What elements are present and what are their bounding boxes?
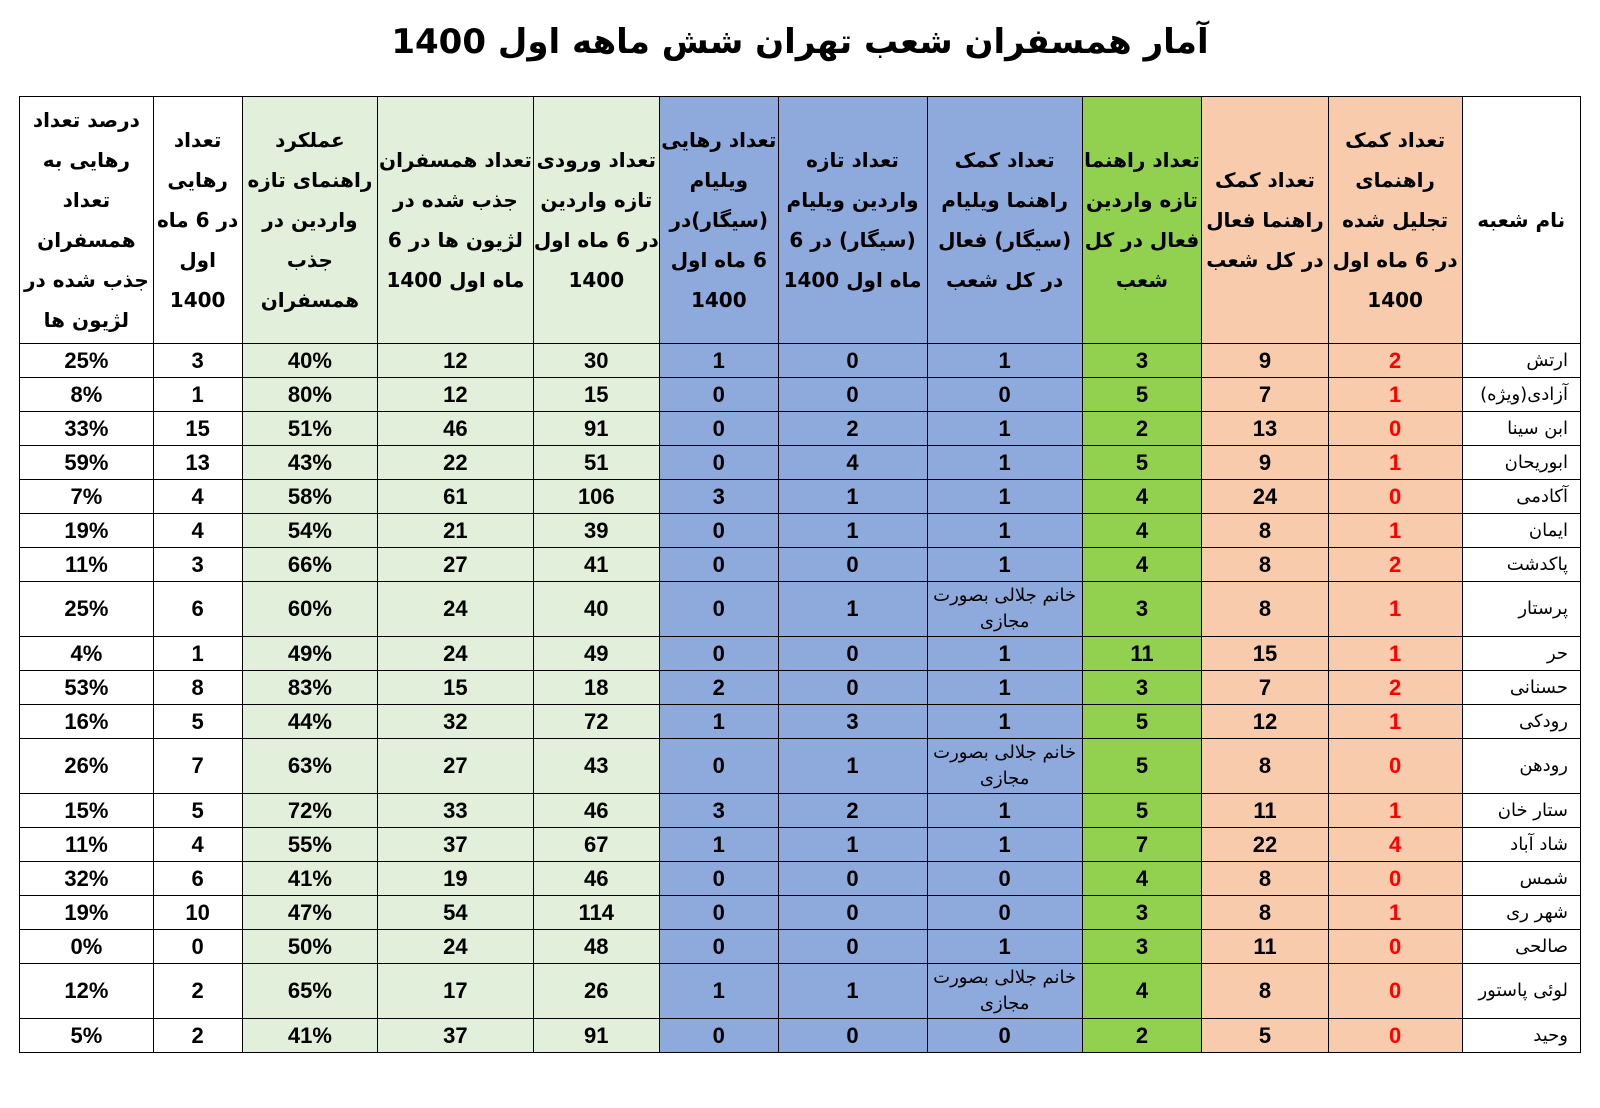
cell-guide-performance: 55% [242,828,378,862]
cell-release-pct: 53% [20,671,154,705]
cell-branch: حسنانی [1462,671,1581,705]
cell-attracted: 33 [378,794,533,828]
cell-release-pct: 33% [20,412,154,446]
cell-release-count: 3 [153,548,242,582]
cell-release-pct: 25% [20,582,154,637]
cell-honored-assistant: 0 [1328,480,1462,514]
cell-honored-assistant: 0 [1328,964,1462,1019]
cell-release-count: 6 [153,582,242,637]
cell-william-assistant: خانم جلالی بصورت مجازی [927,964,1082,1019]
cell-william-assistant: 1 [927,794,1082,828]
cell-william-assistant: 0 [927,862,1082,896]
cell-william-assistant: 1 [927,344,1082,378]
cell-new-guide: 2 [1082,1019,1201,1053]
cell-guide-performance: 83% [242,671,378,705]
cell-branch: پاکدشت [1462,548,1581,582]
cell-release-count: 0 [153,930,242,964]
cell-attracted: 46 [378,412,533,446]
cell-active-assistant: 8 [1202,514,1329,548]
cell-william-new: 0 [778,637,927,671]
cell-guide-performance: 54% [242,514,378,548]
cell-honored-assistant: 1 [1328,378,1462,412]
cell-branch: صالحی [1462,930,1581,964]
cell-william-assistant: 0 [927,378,1082,412]
cell-william-assistant: 1 [927,930,1082,964]
cell-william-assistant: 1 [927,480,1082,514]
cell-william-new: 0 [778,1019,927,1053]
cell-release-count: 13 [153,446,242,480]
cell-new-guide: 3 [1082,671,1201,705]
cell-new-entries: 46 [533,862,660,896]
cell-release-pct: 0% [20,930,154,964]
cell-william-new: 2 [778,412,927,446]
cell-william-release: 0 [660,548,778,582]
table-row [20,480,1581,514]
table-row [20,671,1581,705]
cell-branch: آزادی(ویژه) [1462,378,1581,412]
cell-honored-assistant: 1 [1328,582,1462,637]
cell-william-assistant: 0 [927,896,1082,930]
cell-william-new: 4 [778,446,927,480]
cell-release-count: 10 [153,896,242,930]
header-release-count: تعداد رهایی در 6 ماه اول 1400 [153,97,242,344]
cell-new-guide: 3 [1082,930,1201,964]
table-row [20,548,1581,582]
cell-william-assistant: 1 [927,412,1082,446]
cell-new-entries: 49 [533,637,660,671]
cell-new-guide: 5 [1082,794,1201,828]
cell-branch: ارتش [1462,344,1581,378]
cell-new-entries: 114 [533,896,660,930]
cell-branch: شهر ری [1462,896,1581,930]
cell-branch: آکادمی [1462,480,1581,514]
cell-release-count: 15 [153,412,242,446]
cell-william-new: 1 [778,739,927,794]
cell-honored-assistant: 1 [1328,514,1462,548]
cell-william-assistant: 1 [927,828,1082,862]
cell-release-count: 7 [153,739,242,794]
header-guide-performance: عملکرد راهنمای تازه واردین در جذب همسفران [242,97,378,344]
cell-attracted: 27 [378,739,533,794]
cell-branch: شاد آباد [1462,828,1581,862]
cell-new-entries: 39 [533,514,660,548]
cell-guide-performance: 47% [242,896,378,930]
cell-william-assistant: 1 [927,637,1082,671]
cell-branch: وحید [1462,1019,1581,1053]
cell-active-assistant: 22 [1202,828,1329,862]
header-row [20,97,1581,344]
page-title: آمار همسفران شعب تهران شش ماهه اول 1400 [391,22,1209,62]
cell-release-pct: 8% [20,378,154,412]
table-row [20,582,1581,637]
cell-new-entries: 15 [533,378,660,412]
cell-new-entries: 48 [533,930,660,964]
cell-william-assistant: خانم جلالی بصورت مجازی [927,582,1082,637]
cell-branch: ستار خان [1462,794,1581,828]
table-row [20,739,1581,794]
cell-william-release: 0 [660,582,778,637]
cell-william-release: 2 [660,671,778,705]
table-row [20,637,1581,671]
cell-william-new: 0 [778,671,927,705]
cell-new-entries: 40 [533,582,660,637]
cell-release-pct: 4% [20,637,154,671]
header-active-assistant: تعداد کمک راهنما فعال در کل شعب [1202,97,1329,344]
cell-release-count: 4 [153,828,242,862]
cell-branch: ایمان [1462,514,1581,548]
cell-active-assistant: 8 [1202,548,1329,582]
cell-william-release: 1 [660,964,778,1019]
cell-branch: ابوریحان [1462,446,1581,480]
table-row [20,862,1581,896]
cell-active-assistant: 7 [1202,378,1329,412]
table-row [20,964,1581,1019]
cell-guide-performance: 44% [242,705,378,739]
table-row [20,344,1581,378]
cell-branch: حر [1462,637,1581,671]
cell-new-entries: 51 [533,446,660,480]
cell-new-entries: 91 [533,1019,660,1053]
cell-guide-performance: 65% [242,964,378,1019]
cell-attracted: 19 [378,862,533,896]
cell-release-count: 5 [153,705,242,739]
cell-honored-assistant: 2 [1328,671,1462,705]
cell-william-new: 1 [778,514,927,548]
cell-honored-assistant: 2 [1328,548,1462,582]
cell-active-assistant: 13 [1202,412,1329,446]
cell-william-release: 3 [660,480,778,514]
cell-guide-performance: 80% [242,378,378,412]
cell-william-release: 0 [660,637,778,671]
cell-active-assistant: 8 [1202,896,1329,930]
table-row [20,794,1581,828]
cell-new-guide: 11 [1082,637,1201,671]
cell-guide-performance: 49% [242,637,378,671]
cell-new-guide: 5 [1082,378,1201,412]
cell-honored-assistant: 0 [1328,412,1462,446]
cell-william-release: 0 [660,862,778,896]
cell-active-assistant: 15 [1202,637,1329,671]
cell-branch: شمس [1462,862,1581,896]
cell-attracted: 21 [378,514,533,548]
cell-active-assistant: 11 [1202,794,1329,828]
cell-william-release: 1 [660,344,778,378]
cell-release-pct: 19% [20,514,154,548]
cell-william-release: 0 [660,896,778,930]
cell-william-new: 1 [778,480,927,514]
cell-william-new: 0 [778,930,927,964]
cell-attracted: 15 [378,671,533,705]
cell-honored-assistant: 0 [1328,930,1462,964]
cell-william-release: 1 [660,705,778,739]
cell-branch: لوئی پاستور [1462,964,1581,1019]
cell-release-pct: 12% [20,964,154,1019]
cell-release-count: 8 [153,671,242,705]
cell-release-count: 3 [153,344,242,378]
cell-william-assistant: 0 [927,1019,1082,1053]
header-attracted: تعداد همسفران جذب شده در لژیون ها در 6 ماه اول 1400 [378,97,533,344]
cell-william-assistant: خانم جلالی بصورت مجازی [927,739,1082,794]
cell-branch: پرستار [1462,582,1581,637]
cell-active-assistant: 7 [1202,671,1329,705]
cell-honored-assistant: 1 [1328,896,1462,930]
cell-guide-performance: 43% [242,446,378,480]
cell-guide-performance: 63% [242,739,378,794]
cell-honored-assistant: 1 [1328,637,1462,671]
cell-new-guide: 4 [1082,964,1201,1019]
cell-honored-assistant: 2 [1328,344,1462,378]
cell-new-guide: 5 [1082,446,1201,480]
table-row [20,446,1581,480]
cell-release-pct: 19% [20,896,154,930]
cell-active-assistant: 8 [1202,582,1329,637]
cell-william-new: 0 [778,862,927,896]
cell-guide-performance: 50% [242,930,378,964]
cell-guide-performance: 58% [242,480,378,514]
cell-william-assistant: 1 [927,705,1082,739]
cell-new-entries: 106 [533,480,660,514]
cell-attracted: 37 [378,828,533,862]
cell-attracted: 37 [378,1019,533,1053]
cell-william-release: 0 [660,930,778,964]
cell-new-guide: 4 [1082,514,1201,548]
cell-release-count: 4 [153,514,242,548]
cell-william-release: 0 [660,514,778,548]
cell-william-assistant: 1 [927,548,1082,582]
cell-release-pct: 26% [20,739,154,794]
cell-william-new: 0 [778,344,927,378]
table-row [20,1019,1581,1053]
cell-active-assistant: 9 [1202,446,1329,480]
cell-william-release: 1 [660,828,778,862]
cell-honored-assistant: 1 [1328,794,1462,828]
cell-new-guide: 4 [1082,480,1201,514]
cell-new-entries: 72 [533,705,660,739]
cell-release-count: 4 [153,480,242,514]
cell-branch: رودهن [1462,739,1581,794]
cell-active-assistant: 11 [1202,930,1329,964]
cell-william-assistant: 1 [927,671,1082,705]
cell-new-entries: 67 [533,828,660,862]
cell-active-assistant: 9 [1202,344,1329,378]
cell-release-pct: 7% [20,480,154,514]
cell-honored-assistant: 0 [1328,739,1462,794]
cell-new-guide: 2 [1082,412,1201,446]
cell-honored-assistant: 1 [1328,446,1462,480]
cell-attracted: 24 [378,582,533,637]
cell-guide-performance: 40% [242,344,378,378]
cell-william-new: 2 [778,794,927,828]
table-row [20,378,1581,412]
cell-honored-assistant: 0 [1328,862,1462,896]
cell-attracted: 12 [378,344,533,378]
cell-attracted: 61 [378,480,533,514]
cell-new-guide: 3 [1082,344,1201,378]
table-row [20,514,1581,548]
cell-new-entries: 91 [533,412,660,446]
cell-release-pct: 32% [20,862,154,896]
cell-release-count: 5 [153,794,242,828]
cell-william-release: 0 [660,412,778,446]
cell-new-guide: 3 [1082,582,1201,637]
cell-attracted: 27 [378,548,533,582]
table-row [20,412,1581,446]
cell-new-guide: 4 [1082,548,1201,582]
cell-release-count: 2 [153,1019,242,1053]
cell-branch: ابن سینا [1462,412,1581,446]
cell-guide-performance: 51% [242,412,378,446]
cell-william-release: 0 [660,1019,778,1053]
cell-release-count: 2 [153,964,242,1019]
cell-release-pct: 11% [20,548,154,582]
cell-new-guide: 4 [1082,862,1201,896]
cell-attracted: 22 [378,446,533,480]
header-branch: نام شعبه [1462,97,1581,344]
cell-release-count: 6 [153,862,242,896]
table-row [20,930,1581,964]
cell-guide-performance: 72% [242,794,378,828]
table-row [20,896,1581,930]
cell-william-new: 0 [778,548,927,582]
cell-william-release: 0 [660,446,778,480]
cell-release-pct: 16% [20,705,154,739]
cell-guide-performance: 66% [242,548,378,582]
cell-william-release: 0 [660,378,778,412]
cell-william-release: 3 [660,794,778,828]
cell-william-new: 0 [778,896,927,930]
cell-william-new: 0 [778,378,927,412]
header-honored-assistant: تعداد کمک راهنمای تجلیل شده در 6 ماه اول 1400 [1328,97,1462,344]
cell-active-assistant: 5 [1202,1019,1329,1053]
cell-honored-assistant: 0 [1328,1019,1462,1053]
cell-attracted: 17 [378,964,533,1019]
cell-guide-performance: 41% [242,862,378,896]
cell-release-pct: 5% [20,1019,154,1053]
cell-attracted: 12 [378,378,533,412]
cell-new-entries: 41 [533,548,660,582]
cell-release-pct: 11% [20,828,154,862]
cell-active-assistant: 12 [1202,705,1329,739]
header-william-release: تعداد رهایی ویلیام (سیگار)در 6 ماه اول 1400 [660,97,778,344]
table-row [20,828,1581,862]
cell-release-count: 1 [153,637,242,671]
header-new-guide: تعداد راهنما تازه واردین فعال در کل شعب [1082,97,1201,344]
cell-attracted: 24 [378,930,533,964]
cell-active-assistant: 8 [1202,964,1329,1019]
cell-new-entries: 26 [533,964,660,1019]
stats-table [19,96,1581,1053]
cell-william-new: 1 [778,964,927,1019]
cell-new-entries: 18 [533,671,660,705]
cell-guide-performance: 41% [242,1019,378,1053]
cell-william-new: 1 [778,828,927,862]
cell-new-entries: 43 [533,739,660,794]
cell-release-pct: 59% [20,446,154,480]
cell-active-assistant: 8 [1202,739,1329,794]
cell-active-assistant: 24 [1202,480,1329,514]
cell-william-new: 3 [778,705,927,739]
cell-release-count: 1 [153,378,242,412]
cell-guide-performance: 60% [242,582,378,637]
cell-attracted: 32 [378,705,533,739]
cell-active-assistant: 8 [1202,862,1329,896]
cell-release-pct: 25% [20,344,154,378]
cell-honored-assistant: 1 [1328,705,1462,739]
cell-new-guide: 3 [1082,896,1201,930]
table-row [20,705,1581,739]
header-release-pct: درصد تعداد رهایی به تعداد همسفران جذب شده در لژیون ها [20,97,154,344]
cell-branch: رودکی [1462,705,1581,739]
cell-william-release: 0 [660,739,778,794]
cell-new-entries: 46 [533,794,660,828]
cell-william-new: 1 [778,582,927,637]
header-william-assistant: تعداد کمک راهنما ویلیام (سیگار) فعال در کل شعب [927,97,1082,344]
cell-new-guide: 5 [1082,705,1201,739]
cell-release-pct: 15% [20,794,154,828]
cell-new-entries: 30 [533,344,660,378]
cell-honored-assistant: 4 [1328,828,1462,862]
header-new-entries: تعداد ورودی تازه واردین در 6 ماه اول 1400 [533,97,660,344]
cell-william-assistant: 1 [927,514,1082,548]
cell-attracted: 24 [378,637,533,671]
cell-new-guide: 7 [1082,828,1201,862]
header-william-new: تعداد تازه واردین ویلیام (سیگار) در 6 ماه اول 1400 [778,97,927,344]
table-body [20,344,1581,1053]
cell-new-guide: 5 [1082,739,1201,794]
cell-attracted: 54 [378,896,533,930]
cell-william-assistant: 1 [927,446,1082,480]
